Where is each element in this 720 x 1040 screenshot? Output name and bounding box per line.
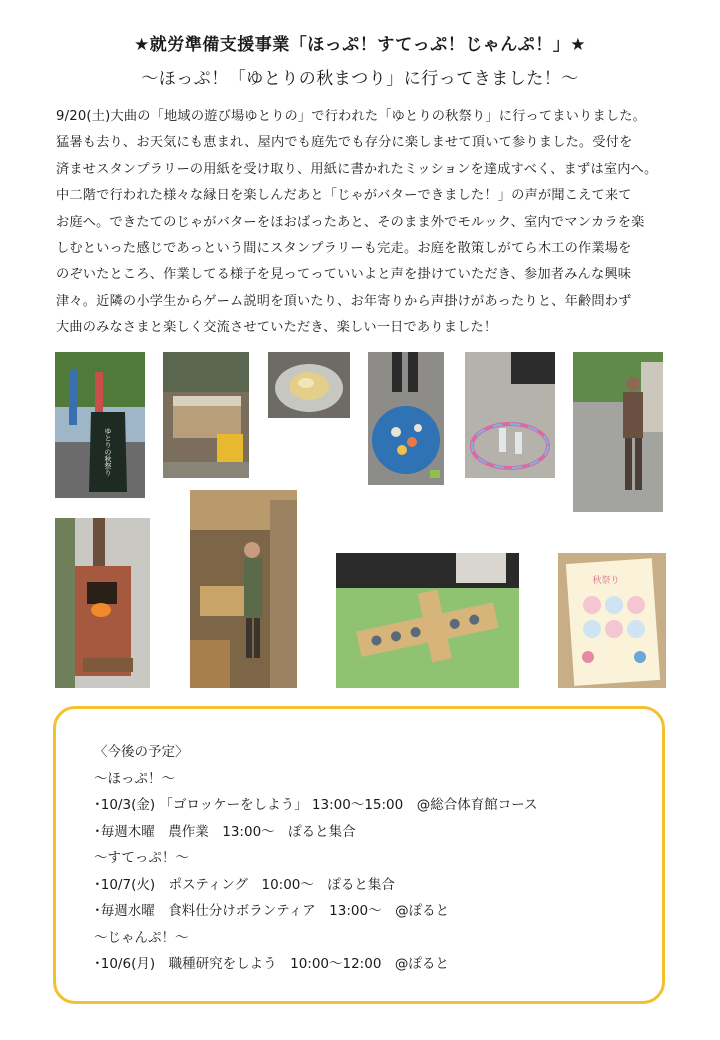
photo-festival-sign <box>55 352 145 498</box>
sheet-title: 秋祭り <box>592 576 620 586</box>
photo-woodshop <box>190 490 297 688</box>
report-line: 9/20(土)大曲の「地域の遊び場ゆとりの」で行われた「ゆとりの秋祭り」に行ってまいりました。 <box>56 109 646 124</box>
photo-stamp-sheet <box>558 553 666 688</box>
schedule-heading: 〈今後の予定〉 <box>94 744 189 760</box>
report-line: 中二階で行われた様々な縁日を楽しんだあと「じゃがバターできました！」の声が聞こえて来て <box>56 188 632 204</box>
schedule-section-hop: ～ほっぷ！～ <box>94 770 175 787</box>
report-line: 済ませスタンプラリーの用紙を受け取り、用紙に書かれたミッションを達成すべく、まずは室内へ。 <box>56 161 658 177</box>
schedule-item: ･10/6(月) 職種研究をしよう 10:00～12:00 @ぽると <box>94 956 449 972</box>
photo-molkky <box>573 352 663 512</box>
sign-text: ゆとりの秋祭り <box>104 427 112 477</box>
report-line: 大曲のみなさまと楽しく交流させていただき、楽しい一日でありました！ <box>56 320 498 336</box>
schedule-section-jump: ～じゃんぷ！～ <box>94 929 189 946</box>
photo-ring-toss <box>465 352 555 478</box>
page-subtitle: ～ほっぷ！「ゆとりの秋まつり」に行ってきました！～ <box>141 69 579 89</box>
schedule-section-step: ～すてっぷ！～ <box>94 850 189 866</box>
photo-stall <box>163 352 249 478</box>
photo-fishing-game <box>368 352 444 485</box>
photo-brick-oven <box>55 518 150 688</box>
report-line: しむといった感じであっという間にスタンプラリーも完走。お庭を散策しがてら木工の作業場を <box>56 241 632 257</box>
report-body <box>56 104 668 342</box>
report-line: 津々。近隣の小学生からゲーム説明を頂いたり、お年寄りから声掛けがあったりと、年齢問わず <box>56 293 632 309</box>
schedule-item: ･10/7(火) ポスティング 10:00～ ぽると集合 <box>94 876 395 893</box>
schedule-item: ･毎週木曜 農作業 13:00～ ぽると集合 <box>94 823 356 840</box>
page-title: ★就労準備支援事業「ほっぷ！すてっぷ！じゃんぷ！」★ <box>134 35 586 55</box>
report-line: のぞいたところ、作業してる様子を見ってっていいよと声を掛けていただき、参加者みんな興味 <box>56 267 632 283</box>
report-line: 猛暑も去り、お天気にも恵まれ、屋内でも庭先でも存分に楽しませて頂いて参りました。受付を <box>56 135 633 151</box>
schedule-item: ･10/3(金) 「ゴロッケーをしよう」 13:00～15:00 @総合体育館コース <box>94 797 538 813</box>
photo-jagabutter <box>268 352 350 418</box>
report-line: お庭へ。できたてのじゃがバターをほおばったあと、そのまま外でモルック、室内でマンカラを楽 <box>56 214 645 230</box>
schedule-item: ･毎週水曜 食料仕分けボランティア 13:00～ @ぽると <box>94 903 450 919</box>
schedule-box <box>53 706 665 1004</box>
photo-mancala <box>336 553 519 688</box>
